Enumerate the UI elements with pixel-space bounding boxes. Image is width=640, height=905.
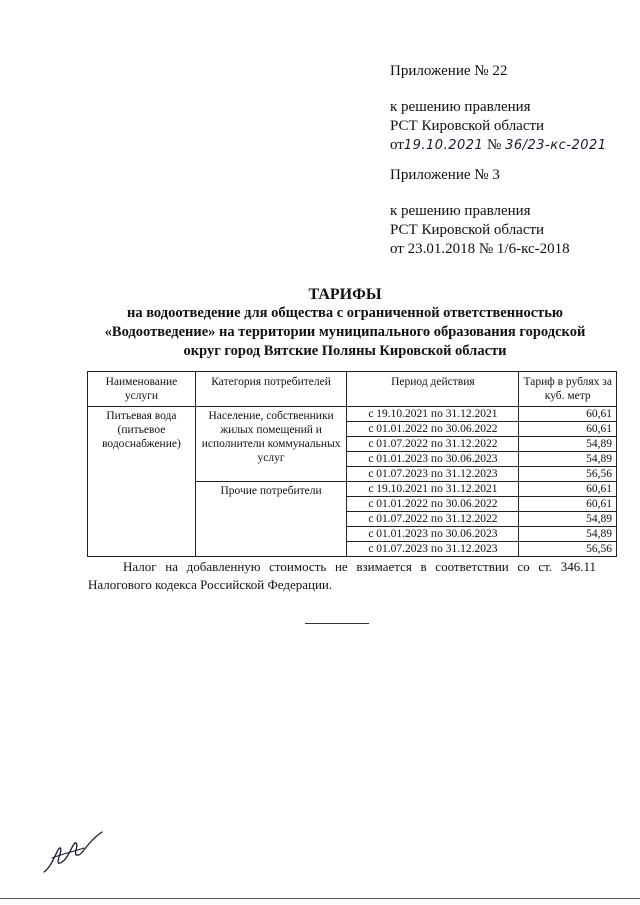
service-cell: Питьевая вода (питьевое водоснабжение) (88, 407, 196, 557)
period-cell: с 19.10.2021 по 31.12.2021 (347, 482, 519, 497)
heading-line-3: округ город Вятские Поляны Кировской области (183, 343, 507, 359)
annex-22-date-prefix: от (390, 137, 404, 153)
vat-note-text: Налог на добавленную стоимость не взимается в соответствии со ст. 346.11 Налогового кодекса Российской Федерации. (88, 559, 596, 592)
header-category: Категория потребителей (195, 372, 346, 407)
annex-3-decision (390, 202, 570, 259)
annex-3-date-number: от 23.01.2018 № 1/6-кс-2018 (390, 241, 570, 257)
annex-22-decision-line1: к решению правления (390, 99, 531, 115)
annex-3-title (390, 166, 500, 185)
header-service: Наименование услуги (88, 372, 196, 407)
tariff-table-header-row (88, 372, 617, 407)
annex-22-handwritten-date: 19.10.2021 (403, 138, 484, 153)
annex-22-title (390, 62, 507, 81)
period-cell: с 01.07.2022 по 31.12.2022 (347, 512, 519, 527)
annex-3-title-text: Приложение № 3 (390, 167, 500, 183)
table-row (88, 407, 617, 422)
period-cell: с 01.01.2022 по 30.06.2022 (347, 497, 519, 512)
period-cell: с 01.07.2023 по 31.12.2023 (347, 467, 519, 482)
closing-divider (305, 623, 369, 624)
category-cell-population: Население, собственники жилых помещений и исполнители коммунальных услуг (195, 407, 346, 482)
period-cell: с 01.07.2023 по 31.12.2023 (347, 542, 519, 557)
annex-22-handwritten-number: 36/23-кс-2021 (505, 138, 607, 153)
annex-22-decision-line2: РСТ Кировской области (390, 118, 545, 134)
document-heading (60, 285, 630, 361)
period-cell: с 19.10.2021 по 31.12.2021 (347, 407, 519, 422)
period-cell: с 01.01.2023 по 30.06.2023 (347, 452, 519, 467)
annex-22-decision (390, 98, 607, 155)
signature-icon (40, 828, 112, 878)
category-cell-other: Прочие потребители (195, 482, 346, 557)
period-cell: с 01.01.2023 по 30.06.2023 (347, 527, 519, 542)
period-cell: с 01.07.2022 по 31.12.2022 (347, 437, 519, 452)
heading-title: ТАРИФЫ (308, 286, 382, 303)
tariff-cell: 54,89 (519, 452, 617, 467)
annex-22-number-prefix: № (487, 137, 502, 153)
annex-3-decision-line2: РСТ Кировской области (390, 222, 545, 238)
tariff-cell: 54,89 (519, 437, 617, 452)
annex-22-date-number-line (390, 136, 607, 155)
tariff-cell: 54,89 (519, 512, 617, 527)
tariff-table (87, 371, 617, 557)
tariff-cell: 56,56 (519, 467, 617, 482)
header-period: Период действия (347, 372, 519, 407)
tariff-cell: 60,61 (519, 407, 617, 422)
vat-note (88, 558, 596, 594)
period-cell: с 01.01.2022 по 30.06.2022 (347, 422, 519, 437)
tariff-cell: 60,61 (519, 497, 617, 512)
heading-line-1: на водоотведение для общества с ограниченной ответственностью (126, 305, 564, 321)
tariff-cell: 56,56 (519, 542, 617, 557)
header-tariff: Тариф в рублях за куб. метр (519, 372, 617, 407)
tariff-cell: 54,89 (519, 527, 617, 542)
tariff-cell: 60,61 (519, 422, 617, 437)
tariff-cell: 60,61 (519, 482, 617, 497)
heading-line-2: «Водоотведение» на территории муниципального образования городской (104, 324, 586, 340)
bottom-edge-line (0, 898, 640, 899)
annex-22-title-text: Приложение № 22 (390, 63, 508, 79)
annex-3-decision-line1: к решению правления (390, 203, 531, 219)
